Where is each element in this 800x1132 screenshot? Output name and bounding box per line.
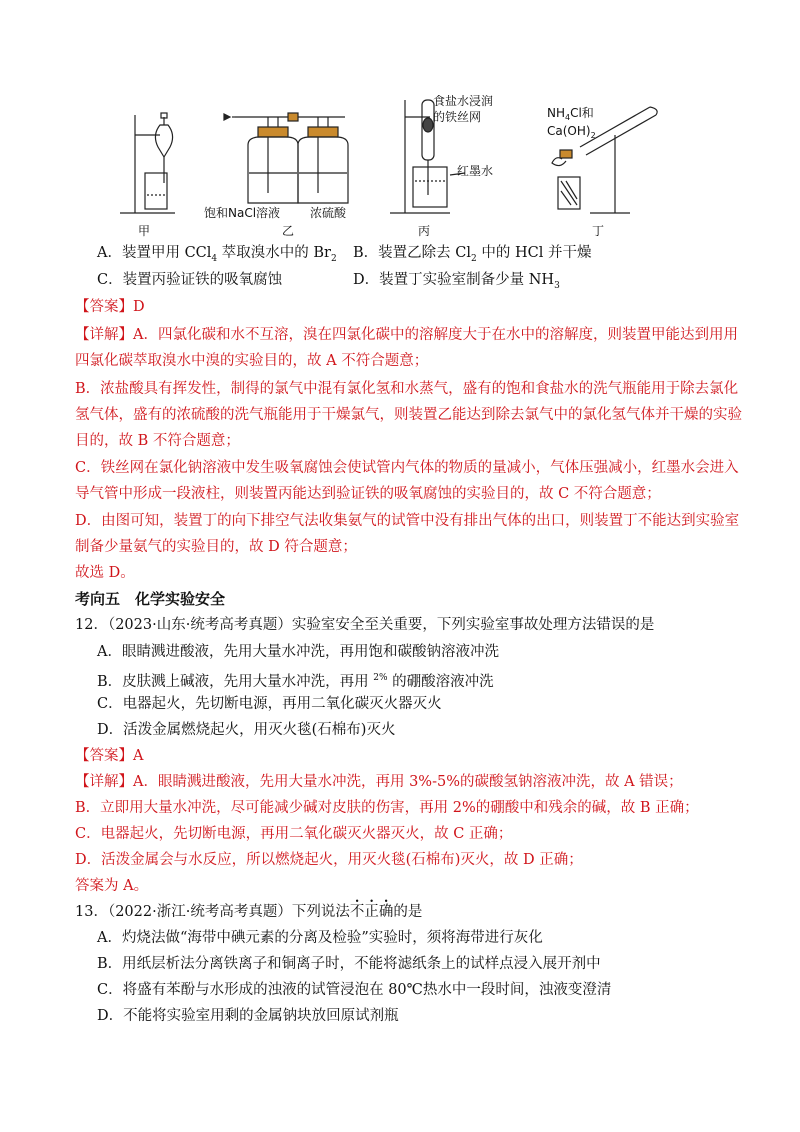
q11-detail-line: 目的，故 B 不符合题意； [75,433,240,449]
q12-option-d: D．活泼金属燃烧起火，用灭火毯(石棉布)灭火 [97,722,396,738]
q11-option-b: B．装置乙除去 $Cl_2$ 中的 HCl 并干燥 [353,245,592,264]
label-jia: 甲 [138,224,151,238]
q11-detail-line: C．铁丝网在氯化钠溶液中发生吸氧腐蚀会使试管内气体的物质的量减小，气体压强减小，红墨水会进入 [75,460,739,476]
q12-detail-line: C．电器起火，先切断电源，再用二氧化碳灭火器灭火，故 C 正确； [75,826,513,842]
q12-option-c: C．电器起火，先切断电源，再用二氧化碳灭火器灭火 [97,696,442,712]
q13-option-d: D．不能将实验室用剩的金属钠块放回原试剂瓶 [97,1008,399,1024]
q11-detail-line: 氢气体，盛有的浓硫酸的洗气瓶能用于干燥氯气，则装置乙能达到除去氯气中的氯化氢气体并干燥的实验 [75,407,742,423]
bing-right-label: 红墨水 [457,164,494,178]
q11-detail-line: 【详解】A．四氯化碳和水不互溶，溴在四氯化碳中的溶解度大于在水中的溶解度，则装置甲能达到用用 [75,327,738,343]
q11-answer: 【答案】D [75,299,145,315]
q11-option-d: D．装置丁实验室制备少量 $NH_3$ [353,272,560,291]
q13-option-c: C．将盛有苯酚与水形成的浊液的试管浸泡在 80℃热水中一段时间，浊液变澄清 [97,982,612,998]
section-heading: 考向五 化学实验安全 [75,590,226,608]
q12-detail-line: B．立即用大量水冲洗，尽可能减少碱对皮肤的伤害，再用 2%的硼酸中和残余的碱，故 B 正确； [75,800,699,816]
q11-option-c: C．装置丙验证铁的吸氧腐蚀 [97,272,283,288]
ding-top-label-1: $NH_4Cl$和 [547,106,594,122]
q13-option-b: B．用纸层析法分离铁离子和铜离子时，不能将滤纸条上的试样点浸入展开剂中 [97,956,601,972]
q11-detail-line: B．浓盐酸具有挥发性，制得的氯气中混有氯化氢和水蒸气，盛有的饱和食盐水的洗气瓶能用于除去氯化 [75,381,739,397]
bing-top-label-1: 食盐水浸润 [433,95,494,108]
apparatus-yi [224,113,348,203]
q13-option-a: A．灼烧法做“海带中碘元素的分离及检验”实验时，须将海带进行灰化 [97,930,543,946]
q12-answer: 【答案】A [75,748,144,764]
label-yi: 乙 [282,224,295,238]
ding-top-label-2: $Ca(OH)_2$ [547,124,596,140]
q12-stem: 12．（2023·山东·统考高考真题）实验室安全至关重要，下列实验室事故处理方法错误的是 [75,617,655,633]
yi-right-label: 浓硫酸 [310,206,347,220]
yi-left-label: 饱和NaCl溶液 [204,206,281,220]
apparatus-jia [120,113,175,213]
q11-detail-line: D．由图可知，装置丁的向下排空气法收集氨气的试管中没有排出气体的出口，则装置丁不能达到实验室 [75,513,740,529]
q12-option-a: A．眼睛溅进酸液，先用大量水冲洗，再用饱和碳酸钠溶液冲洗 [97,644,499,660]
label-ding: 丁 [592,224,605,238]
q12-option-b: B．皮肤溅上碱液，先用大量水冲洗，再用 $^{2\%}$ 的硼酸溶液冲洗 [97,673,494,690]
q11-option-a: A．装置甲用 CCl$_4$ 萃取溴水中的 $Br_2$ [97,245,337,264]
q12-detail-line: D．活泼金属会与水反应，所以燃烧起火，用灭火毯(石棉布)灭火，故 D 正确； [75,852,583,868]
q11-detail-line: 制备少量氨气的实验目的，故 D 符合题意； [75,539,357,555]
label-bing: 丙 [418,224,431,238]
q11-detail-line: 四氯化碳萃取溴水中溴的实验目的，故 A 不符合题意； [75,353,429,369]
q13-stem: 13．（2022·浙江·统考高考真题）下列说法不正确的是 [75,904,423,920]
q12-detail-line: 答案为 A。 [75,878,149,894]
q11-detail-line: 导气管中形成一段液柱，则装置丙能达到验证铁的吸氧腐蚀的实验目的，故 C 不符合题意； [75,486,661,502]
q12-detail-line: 【详解】A．眼睛溅进酸液，先用大量水冲洗，再用 3%-5%的碳酸氢钠溶液冲洗，故 A 错误； [75,774,683,790]
bing-top-label-2: 的铁丝网 [433,110,482,124]
apparatus-ding [552,107,657,213]
q11-detail-line: 故选 D。 [75,565,135,581]
apparatus-figure [120,95,680,240]
